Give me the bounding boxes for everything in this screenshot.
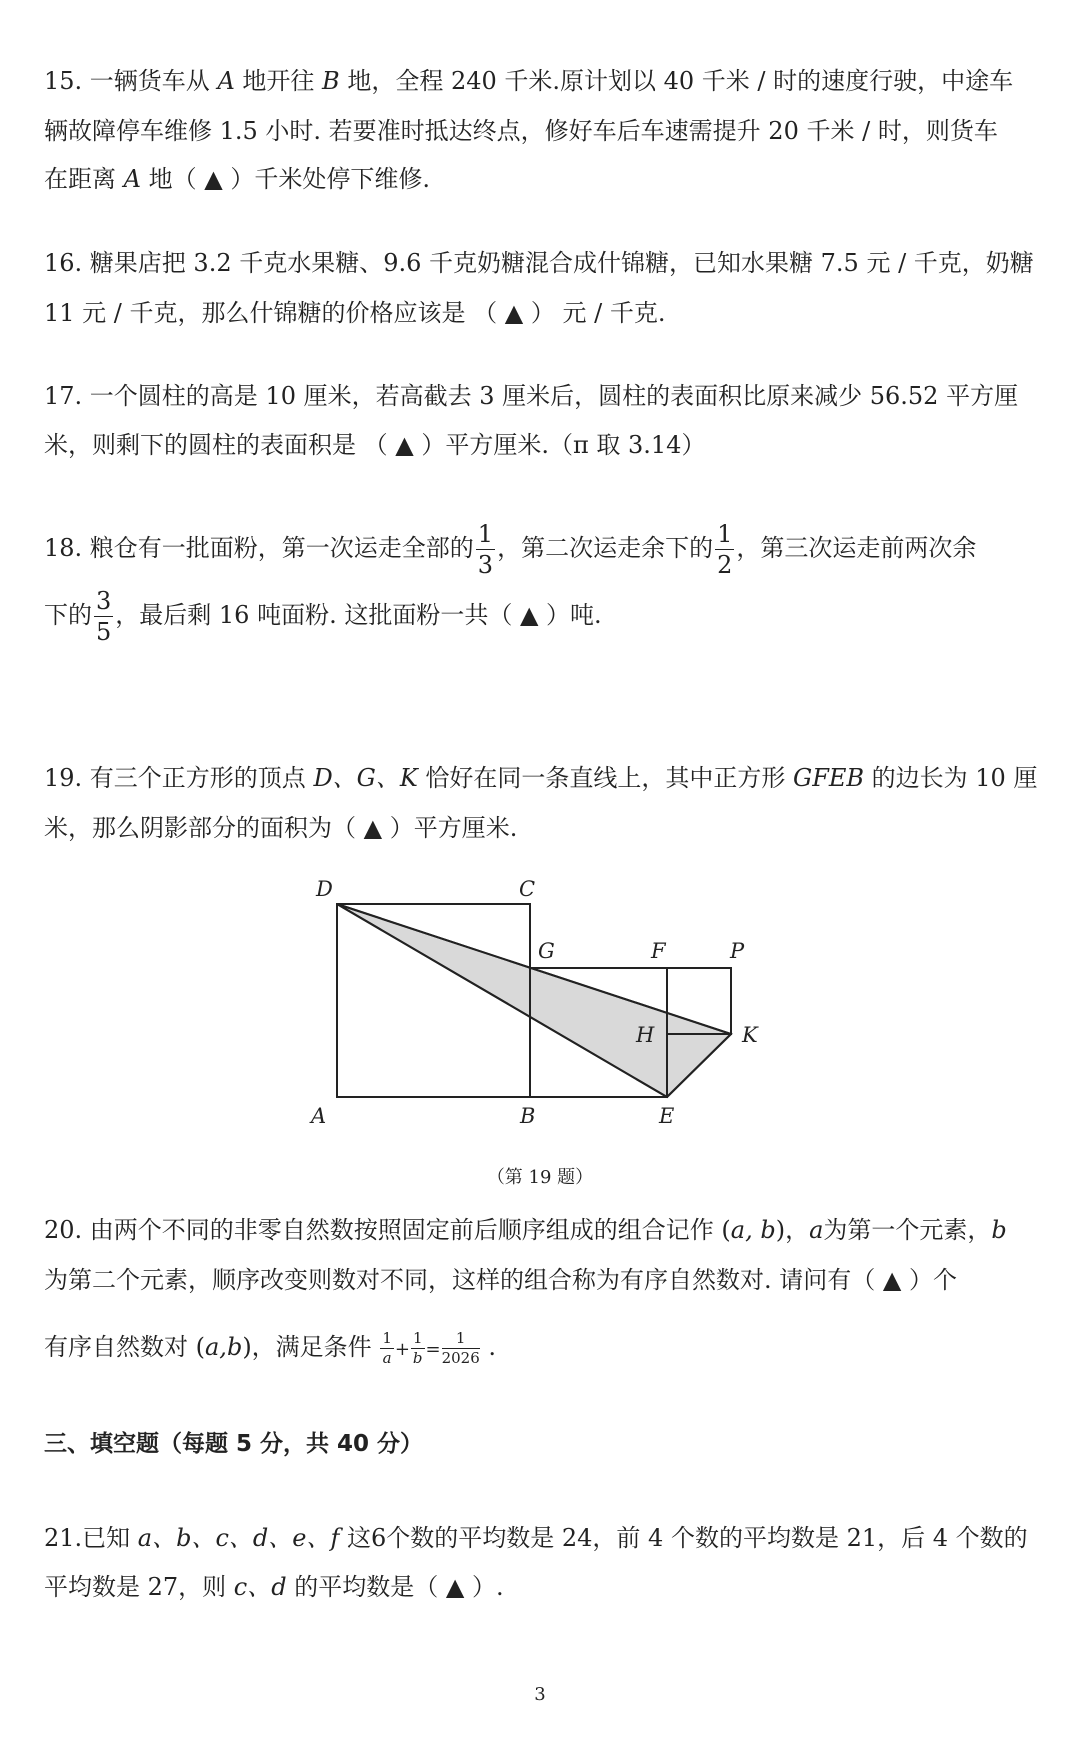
text: 恰好在同一条直线上，其中正方形	[417, 764, 794, 792]
label-F: F	[651, 939, 666, 963]
text: 地开往	[234, 67, 323, 95]
numerator: 1	[382, 1329, 392, 1347]
numerator: 3	[96, 587, 112, 615]
text: 18. 粮仓有一批面粉，第一次运走全部的	[44, 534, 474, 562]
text: )，满足条件	[242, 1333, 380, 1361]
text: .	[480, 1333, 497, 1361]
var-b: b	[991, 1216, 1007, 1244]
q21-line1	[44, 1521, 1040, 1555]
text: 地，全程 240 千米.原计划以 40 千米 / 时的速度行驶，中途车	[339, 67, 1014, 95]
var-B: B	[322, 67, 340, 95]
text: 的平均数是（ ▲ ）.	[286, 1573, 504, 1601]
text: 的边长为 10 厘	[864, 764, 1038, 792]
fraction-3-5	[94, 589, 113, 644]
label-H: H	[636, 1023, 655, 1047]
text: ，第三次运走前两次余	[736, 534, 977, 562]
text: 为第一个元素，	[823, 1216, 992, 1244]
numerator: 1	[442, 1331, 480, 1349]
denominator: a	[382, 1349, 392, 1367]
q15-line1	[44, 64, 1040, 98]
text: 有序自然数对 (	[44, 1333, 205, 1361]
denominator: b	[412, 1349, 423, 1367]
fraction-1-over-2026	[442, 1331, 480, 1366]
pair-ab: a,b	[205, 1333, 243, 1361]
numerator: 1	[412, 1329, 423, 1347]
q15-line3	[44, 162, 1040, 196]
label-C: C	[519, 877, 536, 901]
text: 下的	[44, 601, 92, 629]
q19-line1	[44, 761, 1040, 795]
page-number: 3	[534, 1684, 546, 1705]
text: 平均数是 27，则	[44, 1573, 234, 1601]
q18-line1	[44, 522, 1040, 577]
fraction-1-3	[476, 522, 495, 577]
denominator: 2026	[441, 1349, 480, 1367]
q18-line2	[44, 589, 1040, 644]
q19-line2: 米，那么阴影部分的面积为（ ▲ ）平方厘米.	[44, 814, 518, 842]
q21-line2	[44, 1570, 1040, 1604]
q16-line2: 11 元 / 千克，那么什锦糖的价格应该是 （ ▲ ） 元 / 千克.	[44, 299, 666, 327]
plus-sign: +	[394, 1339, 410, 1360]
q20-line3	[44, 1330, 1040, 1367]
label-D: D	[316, 877, 333, 901]
square-name: GFEB	[793, 764, 865, 792]
figure-caption: （第 19 题）	[486, 1167, 594, 1188]
label-P: P	[730, 939, 745, 963]
text: 地（ ▲ ）千米处停下维修.	[140, 165, 430, 193]
pair-ab: a, b	[730, 1216, 776, 1244]
shaded-triangle	[337, 904, 731, 1097]
var-A: A	[123, 165, 141, 193]
text: 在距离	[44, 165, 124, 193]
label-A: A	[311, 1104, 327, 1128]
q20-line2: 为第二个元素，顺序改变则数对不同，这样的组合称为有序自然数对. 请问有（ ▲ ）个	[44, 1266, 957, 1294]
numerator: 1	[717, 520, 733, 548]
vars-cd: c、d	[233, 1573, 287, 1601]
text: ，第二次运走余下的	[497, 534, 714, 562]
var-list: a、b、c、d、e、f	[137, 1524, 340, 1552]
text: ，最后剩 16 吨面粉. 这批面粉一共（ ▲ ）吨.	[115, 601, 602, 629]
denominator: 3	[477, 551, 494, 579]
q17-line1: 17. 一个圆柱的高是 10 厘米，若高截去 3 厘米后，圆柱的表面积比原来减少 56.52 平方厘	[44, 382, 1019, 410]
text: 20. 由两个不同的非零自然数按照固定前后顺序组成的组合记作 (	[44, 1216, 731, 1244]
fraction-1-2	[715, 522, 734, 577]
q17-line2: 米，则剩下的圆柱的表面积是 （ ▲ ）平方厘米.（π 取 3.14）	[44, 431, 706, 459]
label-K: K	[742, 1023, 758, 1047]
label-G: G	[538, 939, 555, 963]
text: 21.已知	[44, 1524, 138, 1552]
equals-sign: =	[425, 1339, 441, 1360]
fraction-1-over-b	[411, 1331, 425, 1366]
var-A: A	[217, 67, 235, 95]
var-a: a	[809, 1216, 824, 1244]
denominator: 5	[96, 618, 112, 646]
label-B: B	[520, 1104, 536, 1128]
fraction-1-over-a	[380, 1331, 394, 1366]
vars-DGK: D、G、K	[313, 764, 418, 792]
text: )，	[775, 1216, 810, 1244]
numerator: 1	[477, 520, 494, 548]
text: 这6个数的平均数是 24，前 4 个数的平均数是 21，后 4 个数的	[339, 1524, 1028, 1552]
geometry-figure	[300, 870, 780, 1140]
q15-line2: 辆故障停车维修 1.5 小时. 若要准时抵达终点，修好车后车速需提升 20 千米 / 时，则货车	[44, 117, 998, 145]
q20-line1	[44, 1213, 1040, 1247]
text: 15. 一辆货车从	[44, 67, 218, 95]
denominator: 2	[717, 551, 733, 579]
label-E: E	[659, 1104, 675, 1128]
text: 19. 有三个正方形的顶点	[44, 764, 314, 792]
section-title: 三、填空题（每题 5 分，共 40 分）	[44, 1431, 424, 1457]
q16-line1: 16. 糖果店把 3.2 千克水果糖、9.6 千克奶糖混合成什锦糖，已知水果糖 7.5 元 / 千克，奶糖	[44, 249, 1034, 277]
